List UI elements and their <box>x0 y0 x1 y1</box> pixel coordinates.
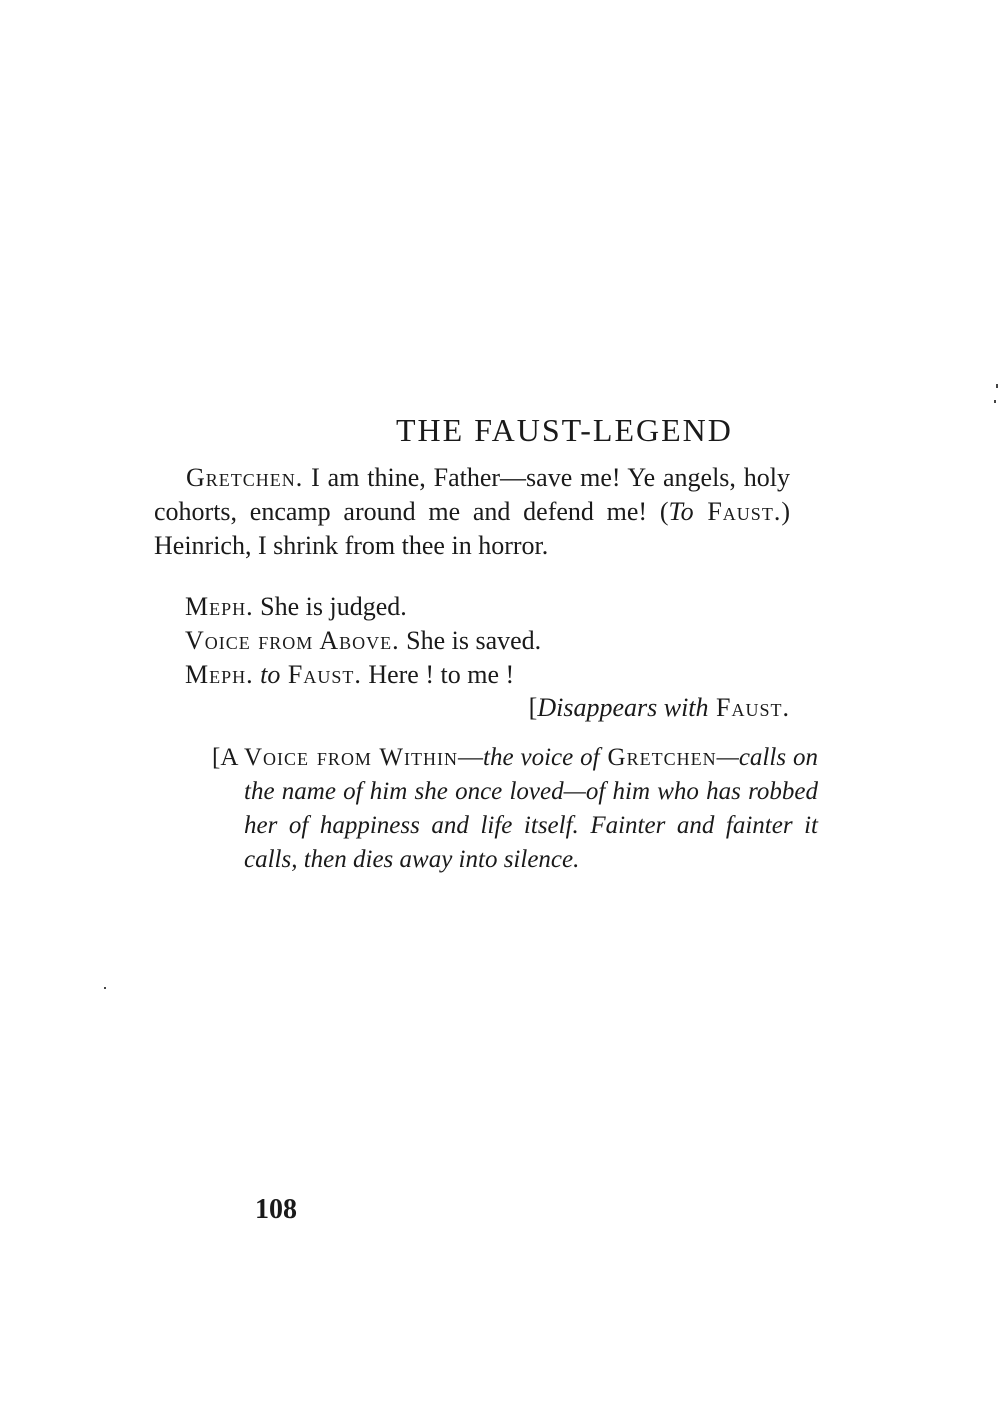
final-voice: Voice from Within <box>243 744 459 771</box>
speech-part-2: ) Heinrich, I shrink from thee in horror. <box>154 497 790 560</box>
running-title: THE FAUST-LEGEND <box>396 412 733 448</box>
meph-line <box>185 590 785 624</box>
direction-faust-2: Faust. <box>280 660 362 689</box>
speaker-meph-2: Meph. <box>185 660 254 689</box>
meph-line-text: She is judged. <box>253 592 407 621</box>
scan-speck <box>104 987 106 989</box>
exit-bracket: [ <box>528 693 538 722</box>
direction-to: To <box>668 497 694 526</box>
final-dash: — <box>458 744 484 771</box>
final-italic-2: —calls on the name of him she once loved—of him who has robbed her of happiness and life itself. Fainter and fainter it calls, then dies away into silence. <box>244 744 818 873</box>
voice-line-text: She is saved. <box>399 626 542 655</box>
speaker-voice-above: Voice from Above. <box>185 626 400 655</box>
speaker-meph: Meph. <box>185 592 254 621</box>
exit-text: Disappears with <box>537 693 709 722</box>
exit-name: Faust. <box>708 693 790 722</box>
scan-speck <box>996 384 998 388</box>
final-name: Gretchen <box>599 744 717 771</box>
scan-speck <box>994 400 996 403</box>
final-bracket: [A <box>212 744 244 771</box>
meph-to-faust-text: Here ! to me ! <box>361 660 515 689</box>
final-stage-direction <box>212 741 818 877</box>
gretchen-speech <box>154 461 790 563</box>
page-number: 108 <box>255 1194 297 1225</box>
voice-line <box>185 624 785 658</box>
exit-stage-direction <box>490 691 790 725</box>
meph-to-faust-line <box>185 658 785 692</box>
speech-part-1: I am thine, Father—save me! Ye angels, holy cohorts, encamp around me and defend me! ( <box>154 463 790 526</box>
direction-to-2: to <box>253 660 281 689</box>
final-italic-1: the voice of <box>483 744 600 771</box>
speaker-gretchen: Gretchen. <box>186 463 304 492</box>
direction-faust: Faust. <box>693 497 782 526</box>
